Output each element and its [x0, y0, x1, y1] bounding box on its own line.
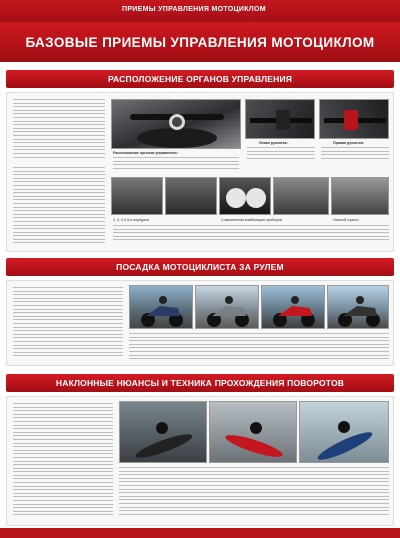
top-strip — [0, 0, 400, 22]
left-handle-photo — [245, 99, 315, 139]
left-handle-legend — [247, 147, 315, 163]
lean-illustration-2 — [210, 402, 297, 463]
section-title-seating: ПОСАДКА МОТОЦИКЛИСТА ЗА РУЛЕМ — [116, 262, 284, 272]
dashboard-photo — [219, 177, 271, 215]
controls-text-block-1 — [13, 99, 105, 161]
cockpit-illustration — [112, 100, 241, 149]
gear-shifter-photo — [111, 177, 163, 215]
poster-kicker: ПРИЕМЫ УПРАВЛЕНИЯ МОТОЦИКЛОМ — [122, 6, 266, 13]
controls-text-block-2 — [13, 167, 105, 247]
seating-photo-3 — [261, 285, 325, 329]
rider-illustration-3 — [262, 286, 325, 329]
caption-layout: Расположение органов управления: — [113, 151, 178, 155]
section-bar-seating — [6, 258, 394, 276]
bottom-strip — [0, 528, 400, 538]
rider-illustration-2 — [196, 286, 259, 329]
section-bar-cornering — [6, 374, 394, 392]
seating-photo-1 — [129, 285, 193, 329]
right-handle-photo — [319, 99, 389, 139]
lean-illustration-1 — [120, 402, 207, 463]
cornering-text-block — [13, 403, 113, 521]
seating-text-block — [13, 287, 123, 361]
gear-pattern-photo — [165, 177, 217, 215]
controls-panel — [6, 92, 394, 252]
rider-illustration-4 — [328, 286, 389, 329]
seating-caption-text — [129, 333, 389, 363]
caption-brake: Ножной тормоз — [333, 218, 359, 222]
seating-photo-2 — [195, 285, 259, 329]
title-band — [0, 22, 400, 62]
foot-brake-photo — [331, 177, 389, 215]
section-bar-controls — [6, 70, 394, 88]
footrest-photo — [273, 177, 329, 215]
poster-title: БАЗОВЫЕ ПРИЕМЫ УПРАВЛЕНИЯ МОТОЦИКЛОМ — [25, 35, 375, 50]
section-title-controls: РАСПОЛОЖЕНИЕ ОРГАНОВ УПРАВЛЕНИЯ — [107, 74, 293, 84]
caption-dash: Современная комбинация приборов — [221, 218, 282, 222]
details-legend — [113, 225, 389, 245]
rider-illustration-1 — [130, 286, 193, 329]
caption-left-handle: Левая рукоятка: — [259, 141, 288, 145]
dashboard-illustration — [220, 178, 271, 215]
cornering-caption-text — [119, 467, 389, 521]
cornering-panel — [6, 396, 394, 526]
seating-photo-4 — [327, 285, 389, 329]
section-title-cornering: НАКЛОННЫЕ НЮАНСЫ И ТЕХНИКА ПРОХОЖДЕНИЯ ПОВОРОТОВ — [55, 378, 345, 388]
right-handle-illustration — [320, 100, 389, 139]
layout-legend — [113, 157, 239, 173]
cornering-photo-2 — [209, 401, 297, 463]
caption-shifter: 2, 3, 4 и 5-я передачи — [113, 218, 149, 222]
cornering-photo-1 — [119, 401, 207, 463]
cockpit-photo — [111, 99, 241, 149]
lean-illustration-3 — [300, 402, 389, 463]
caption-right-handle: Правая рукоятка: — [333, 141, 364, 145]
left-handle-illustration — [246, 100, 315, 139]
cornering-photo-3 — [299, 401, 389, 463]
seating-panel — [6, 280, 394, 366]
right-handle-legend — [321, 147, 389, 163]
